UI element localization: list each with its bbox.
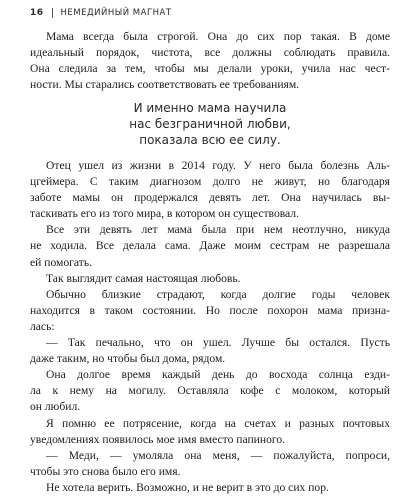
text-line: Все эти девять лет мама была при нем неотлучно, никуда (46, 223, 390, 237)
text-line: — Меди, — умоляла она меня, — пожалуйста, попроси, (46, 448, 390, 462)
text-line: Не хотела верить. Возможно, и не верит в это до сих пор. (46, 480, 329, 494)
pull-quote-line: показала всю ее силу. (139, 133, 281, 147)
text-line: цгеймера. С таким диагнозом долго не живут, но благодаря (30, 175, 390, 189)
text-line: Мама всегда была строгой. Она до сих пор такая. В доме (46, 30, 390, 43)
text-line: заботе мамы он продержался девять лет. Она научилась вы- (30, 191, 390, 205)
text-line: Она следила за тем, чтобы мы делали уроки, учила нас чест- (30, 62, 390, 76)
text-line: лась: (30, 319, 55, 333)
text-line: Отец ушел из жизни в 2014 году. У него была болезнь Аль- (46, 159, 390, 172)
running-title: НЕМЕДИЙНЫЙ МАГНАТ (60, 8, 172, 18)
text-line: таскивать его из того мира, в котором он существовал. (30, 207, 299, 221)
text-line: даже таким, но чтобы был дома, рядом. (30, 352, 226, 366)
text-line: чтобы это снова было его имя. (30, 464, 181, 478)
running-head (30, 6, 172, 20)
text-line: не ходила. Все делала сама. Даже моим сестрам не разрешала (30, 239, 390, 253)
text-line: — Так печально, что он ушел. Лучше бы остался. Пусть (46, 336, 390, 350)
pull-quote-line: нас безграничной любви, (129, 117, 291, 131)
text-line: идеальный порядок, чистота, все должны соблюдать правила. (30, 46, 390, 60)
paragraph-block-main (30, 158, 390, 496)
text-line: находится в таком состоянии. Но после похорон мама призна- (30, 303, 390, 317)
page-number: 16 (30, 8, 44, 18)
text-line: Так выглядит самая настоящая любовь. (46, 271, 241, 285)
text-line: Я помню ее потрясение, когда на счетах и разных почтовых (46, 416, 390, 430)
text-line: Обычно близкие страдают, когда долгие годы человек (46, 287, 390, 301)
paragraph-block-top (30, 29, 390, 93)
text-line: уведомлениях появилось мое имя вместо папиного. (30, 432, 286, 446)
pull-quote (60, 100, 360, 148)
text-line: Она долгое время каждый день до восхода солнца езди- (46, 368, 390, 382)
header-divider (52, 8, 53, 18)
text-line: ности. Мы старались соответствовать ее требованиям. (30, 78, 300, 92)
pull-quote-line: И именно мама научила (133, 101, 287, 115)
text-line: он любил. (30, 400, 81, 414)
text-line: ей помогать. (30, 255, 93, 269)
text-line: ла к нему на могилу. Оставляла кофе с молоком, который (30, 384, 390, 398)
